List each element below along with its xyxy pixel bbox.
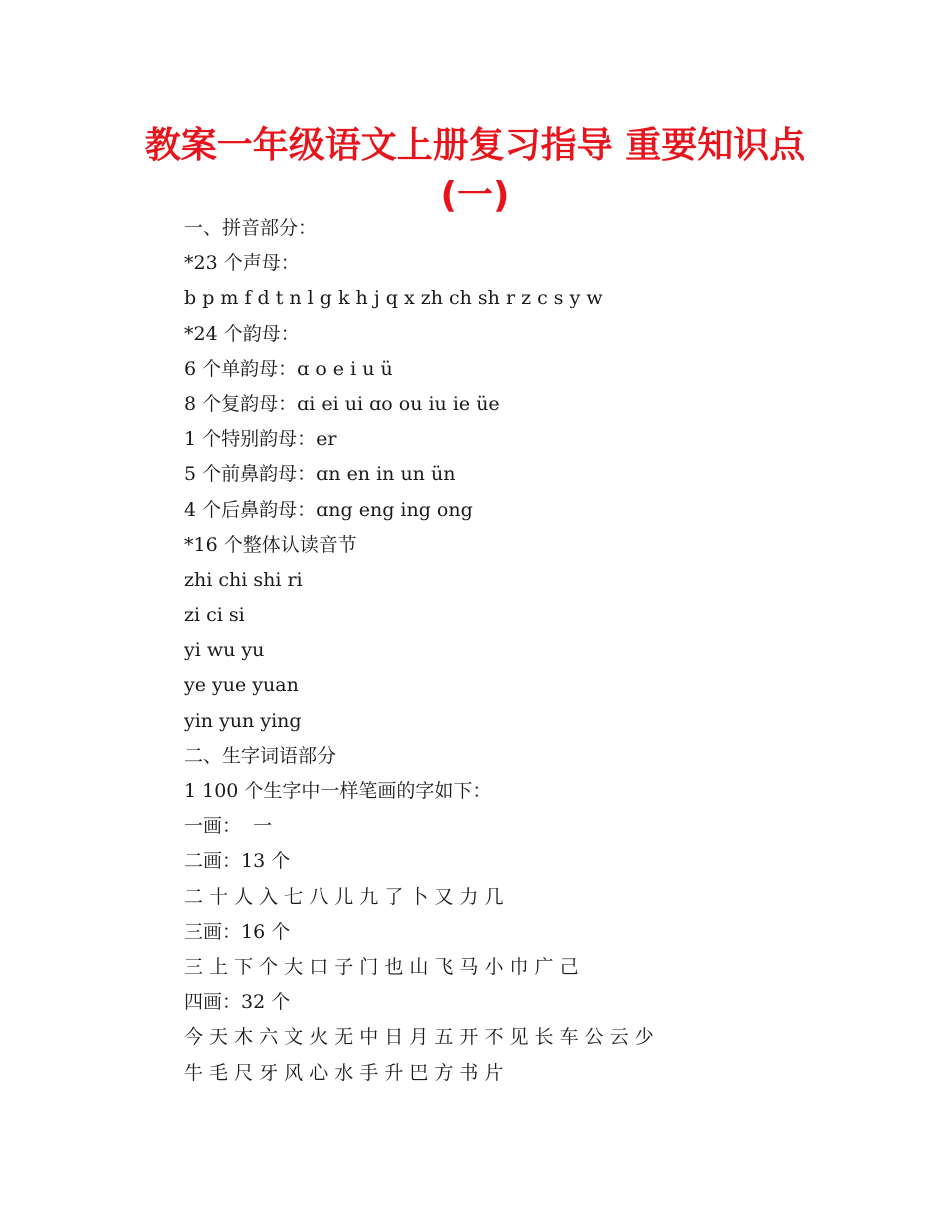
simple-finals: 6 个单韵母：ɑ o e i u ü	[184, 357, 393, 380]
whole-syllables-row: yin yun ying	[184, 709, 302, 732]
back-nasal-finals: 4 个后鼻韵母：ɑng eng ing ong	[184, 498, 473, 521]
character-row: 今 天 木 六 文 火 无 中 日 月 五 开 不 见 长 车 公 云 少	[184, 1026, 654, 1049]
section-heading-characters: 二、生字词语部分	[184, 744, 337, 767]
initials-list: b p m f d t n l g k h j q x zh ch sh r z c s y w	[184, 287, 603, 310]
front-nasal-finals: 5 个前鼻韵母：ɑn en in un ün	[184, 463, 456, 486]
stroke-group-heading: 三画：16 个	[184, 920, 291, 943]
stroke-group-heading: 一画： 一	[184, 815, 273, 838]
stroke-intro: 1 100 个生字中一样笔画的字如下：	[184, 780, 492, 802]
character-row: 牛 毛 尺 牙 风 心 水 手 升 巴 方 书 片	[184, 1061, 504, 1084]
initials-heading: *23 个声母：	[184, 252, 300, 275]
finals-heading: *24 个韵母：	[184, 322, 300, 345]
stroke-group-heading: 四画：32 个	[184, 991, 291, 1014]
whole-syllables-heading: *16 个整体认读音节	[184, 533, 357, 556]
character-row: 三 上 下 个 大 口 子 门 也 山 飞 马 小 巾 广 己	[184, 955, 579, 978]
compound-finals: 8 个复韵母：ɑi ei ui ɑo ou iu ie üe	[184, 392, 500, 415]
special-final: 1 个特别韵母：er	[184, 428, 337, 451]
whole-syllables-row: zhi chi shi ri	[184, 568, 303, 591]
document-body	[184, 211, 904, 1091]
whole-syllables-row: yi wu yu	[184, 639, 265, 662]
whole-syllables-row: zi ci si	[184, 604, 245, 627]
whole-syllables-row: ye yue yuan	[184, 674, 299, 697]
section-heading-pinyin: 一、拼音部分：	[184, 217, 318, 239]
character-row: 二 十 人 入 七 八 儿 九 了 卜 又 力 几	[184, 885, 504, 908]
document-title-suffix: (一)	[440, 175, 510, 216]
document-title: 教案一年级语文上册复习指导 重要知识点	[144, 125, 806, 166]
stroke-group-heading: 二画：13 个	[184, 850, 291, 873]
